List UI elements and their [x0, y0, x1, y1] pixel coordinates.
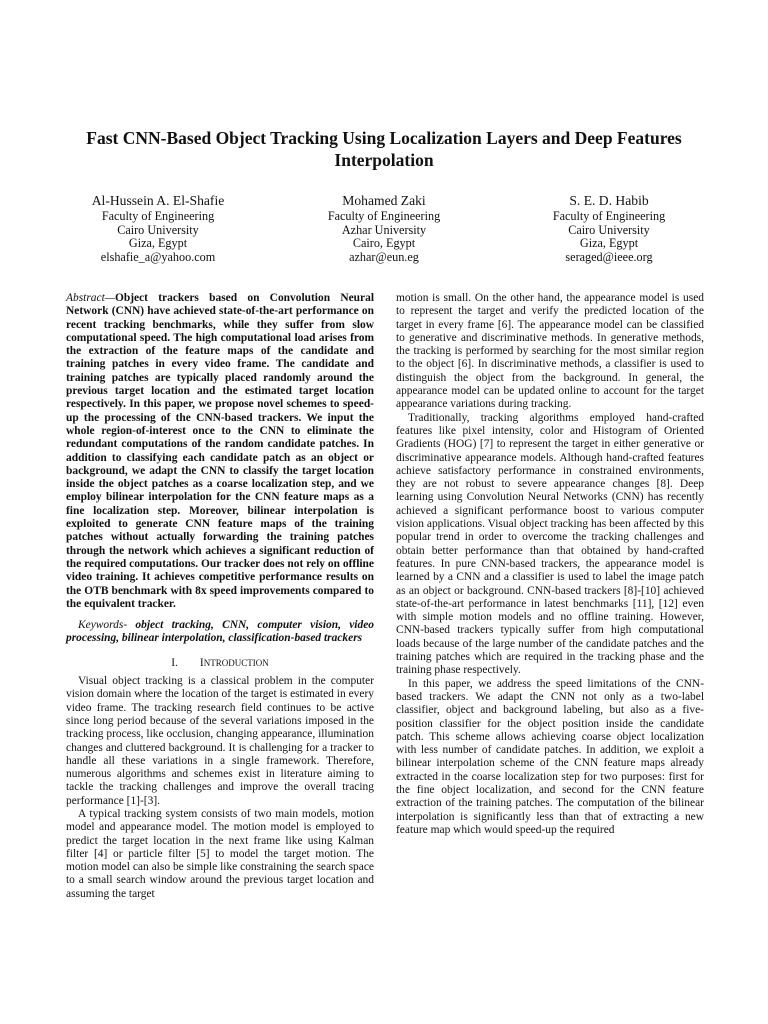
body-paragraph: Visual object tracking is a classical problem in the computer vision domain where the location of the target is estimated in every video frame. The tracking research field continues to be active since long period because of the several variations imposed in the tracking process, like occlusion, changing appearance, illumination changes and cluttered background. It is challenging for a tracker to handle all these variations in a single framework. Therefore, numerous algorithms and schemes exist in literature aiming to tackle the tracking challenges and improve the overall tracing performance [1]-[3]. — [66, 675, 374, 807]
author-email: seraged@ieee.org — [565, 249, 653, 264]
author-city: Giza, Egypt — [128, 236, 188, 251]
author-city: Cairo, Egypt — [352, 236, 416, 251]
author-department: Faculty of Engineering — [101, 209, 215, 224]
keywords-label: Keywords- — [78, 619, 128, 632]
section-heading-introduction — [66, 657, 374, 670]
right-column — [396, 292, 704, 837]
paper-title: Fast CNN-Based Object Tracking Using Localization Layers and Deep Features Interpolation — [86, 128, 682, 170]
section-number: I. — [171, 656, 178, 669]
body-paragraph: motion is small. On the other hand, the appearance model is used to represent the target and verify the predicted location of the target in every frame [6]. The appearance model can be classified to generative and discriminative methods. In generative methods, the tracking is performed by searching for the most similar region to the object [6]. In discriminative methods, a classifier is used to distinguish the object from the background. In general, the appearance model can be updated online to account for the target appearance variations during tracking. — [396, 292, 704, 411]
author-name: Al-Hussein A. El-Shafie — [91, 193, 225, 208]
author-organization: Cairo University — [117, 222, 199, 237]
body-paragraph: Traditionally, tracking algorithms employed hand-crafted features like pixel intensity, color and Histogram of Oriented Gradients (HOG) [7] to represent the target in either generative or discriminative appearance models. Although hand-crafted features achieve satisfactory performance in constrained environments, they are not robust to severe appearance changes [8]. Deep learning using Convolution Neural Networks (CNN) has recently achieved a significant performance boost to various computer vision applications. Visual object tracking has been affected by this popular trend in order to overcome the tracking challenges and obtain better performance than that obtained by hand-crafted features. In pure CNN-based trackers, the appearance model is learned by a CNN and a classifier is used to label the image patch as an object or background. CNN-based trackers [8]-[10] achieved state-of-the-art performance in latest benchmarks [11], [12] even with simple motion models and no offline training. However, CNN-based trackers typically suffer from high computational loads because of the large number of the candidate patches and the training patches which are required in the tracking phase and the training phase respectively. — [396, 411, 704, 677]
abstract-text: Object trackers based on Convolution Neural Network (CNN) have achieved state-of-the-art performance on recent tracking benchmarks, while they suffer from slow computational speed. The high computational load arises from the extraction of the feature maps of the candidate and training patches in every video frame. The candidate and training patches are typically placed randomly around the previous target location and the estimated target location respectively. In this paper, we propose novel schemes to speed-up the processing of the CNN-based trackers. We input the whole region-of-interest once to the CNN to eliminate the redundant computations of the random candidate patches. In addition to classifying each candidate patch as an object or background, we adapt the CNN to classify the target location inside the object patches as a coarse localization step, and we employ bilinear interpolation for the CNN feature maps as a fine localization step. Moreover, bilinear interpolation is exploited to generate CNN feature maps of the training patches without actually forwarding the training patches through the network which achieves a significant reduction of the required computations. Our tracker does not rely on offline video training. It achieves competitive performance results on the OTB benchmark with 8x speed improvements compared to the equivalent tracker. — [66, 292, 374, 610]
author-block-1 — [58, 194, 258, 264]
author-email: azhar@eun.eg — [349, 249, 419, 264]
author-department: Faculty of Engineering — [327, 209, 441, 224]
body-paragraph: In this paper, we address the speed limitations of the CNN-based trackers. We adapt the CNN not only as a two-label classifier, object and background labeling, but also as a five-position classifier for the object position inside the candidate patch. This scheme allows achieving coarse object localization with less number of candidate patches. In addition, we exploit a bilinear interpolation scheme of the CNN feature maps already extracted in the coarse localization step for two purposes: first for the fine object localization, and second for the CNN feature extraction of the training patches. The computation of the bilinear interpolation is significantly less than that of extracting a new feature map which would speed-up the required — [396, 677, 704, 836]
section-title-first-letter: I — [199, 656, 204, 669]
abstract — [66, 292, 374, 611]
author-department: Faculty of Engineering — [552, 209, 666, 224]
keywords — [66, 619, 374, 646]
author-organization: Azhar University — [341, 222, 427, 237]
author-block-2 — [284, 194, 484, 264]
author-organization: Cairo University — [568, 222, 650, 237]
author-name: S. E. D. Habib — [569, 193, 649, 208]
keywords-text: object tracking, CNN, computer vision, video processing, bilinear interpolation, classification-based trackers — [66, 619, 374, 645]
body-paragraph: A typical tracking system consists of two main models, motion model and appearance model. The motion model is employed to predict the target location in the next frame like using Kalman filter [4] or particle filter [5] to model the target motion. The motion model can also be simple like constraining the search space to a small search window around the previous target location and assuming the target — [66, 807, 374, 900]
author-email: elshafie_a@yahoo.com — [100, 249, 216, 264]
section-title-rest: NTRODUCTION — [203, 657, 269, 668]
abstract-label: Abstract— — [66, 292, 115, 304]
left-column — [66, 292, 374, 901]
author-block-3 — [509, 194, 709, 264]
author-name: Mohamed Zaki — [342, 193, 426, 208]
author-city: Giza, Egypt — [579, 236, 639, 251]
